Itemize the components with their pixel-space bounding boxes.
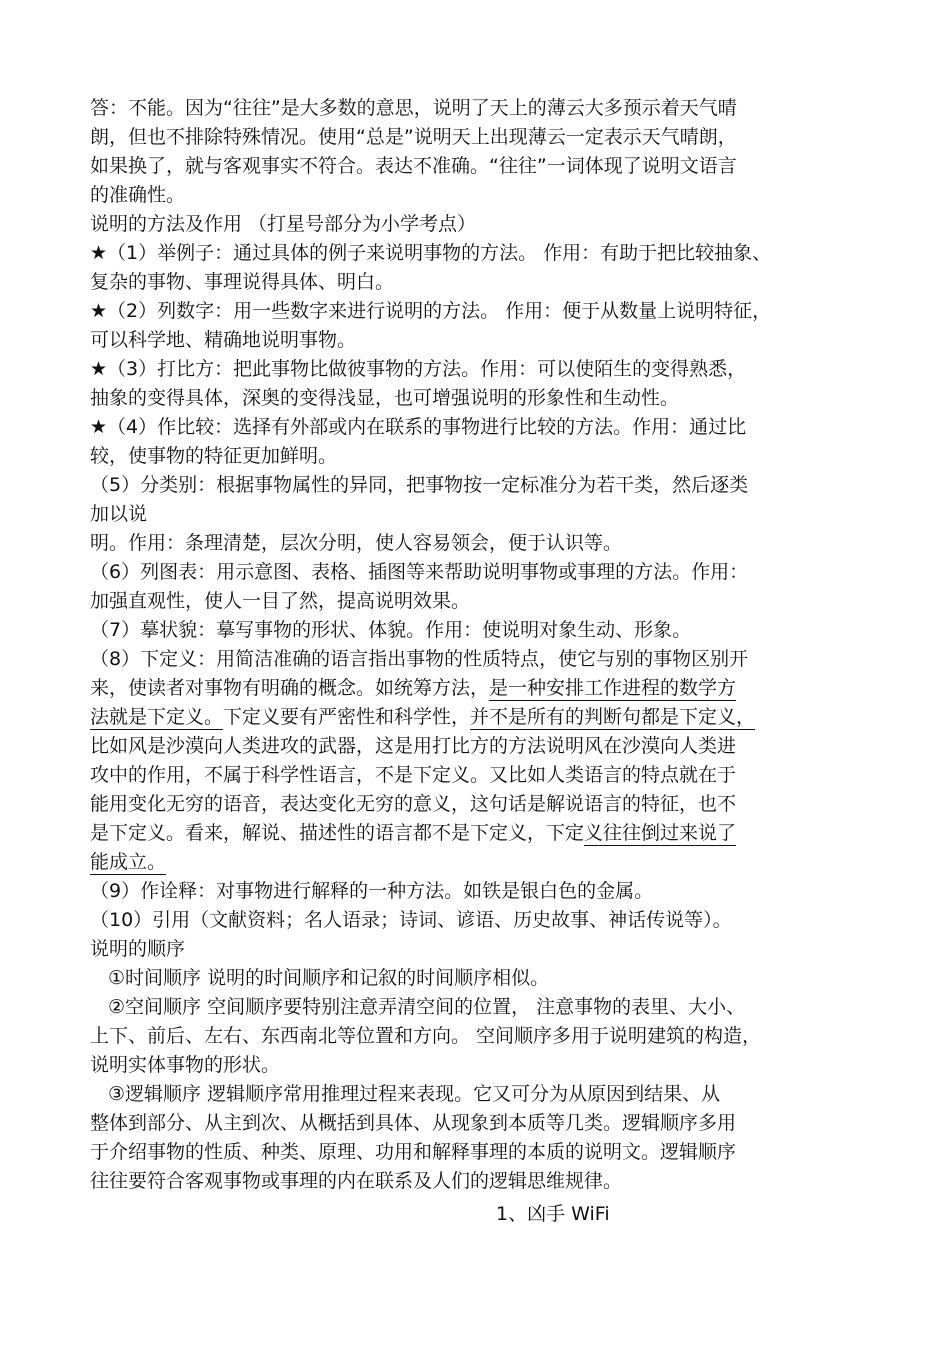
text-line: 整体到部分、从主到次、从概括到具体、从现象到本质等几类。逻辑顺序多用 <box>90 1112 737 1134</box>
section-heading: 说明的顺序 <box>90 938 186 960</box>
underlined-text: 并不是所有的判断句都是下定义， <box>470 706 756 728</box>
text-line: 加以说 <box>90 503 148 525</box>
underlined-text: 是一种安排工作进程的数学方 <box>489 677 737 699</box>
text-line: 答：不能。因为“往往”是大多数的意思，说明了天上的薄云大多预示着天气晴 <box>90 97 737 119</box>
text-line: 往往要符合客观事物或事理的内在联系及人们的逻辑思维规律。 <box>90 1170 623 1192</box>
page-footer: 1、凶手 WiFi <box>496 1203 610 1225</box>
text-line: 加强直观性，使人一目了然，提高说明效果。 <box>90 590 471 612</box>
text-line: ★（3）打比方：把此事物比做彼事物的方法。作用：可以使陌生的变得熟悉， <box>90 358 747 380</box>
text-line: ★（2）列数字：用一些数字来进行说明的方法。 作用：便于从数量上说明特征， <box>90 300 772 322</box>
document-body <box>90 94 860 1196</box>
text-line: 攻中的作用，不属于科学性语言，不是下定义。又比如人类语言的特点就在于 <box>90 764 737 786</box>
section-heading: 说明的方法及作用 （打星号部分为小学考点） <box>90 213 477 235</box>
text-line: ★（4）作比较：选择有外部或内在联系的事物进行比较的方法。作用：通过比 <box>90 416 747 438</box>
text-line <box>90 848 860 877</box>
text-line: 如果换了，就与客观事实不符合。表达不准确。“往往”一词体现了说明文语言 <box>90 155 737 177</box>
text-line: 法就是下定义。下定义要有严密性和科学性，并不是所有的判断句都是下定义， <box>90 706 756 728</box>
text-line: ①时间顺序 说明的时间顺序和记叙的时间顺序相似。 <box>108 967 550 989</box>
underlined-text: 能成立。 <box>90 851 167 873</box>
text-line: 比如风是沙漠向人类进攻的武器，这是用打比方的方法说明风在沙漠向人类进 <box>90 735 737 757</box>
text-line: 朗，但也不排除特殊情况。使用“总是”说明天上出现薄云一定表示天气晴朗， <box>90 126 737 148</box>
text-line: 可以科学地、精确地说明事物。 <box>90 329 357 351</box>
text-line: （6）列图表：用示意图、表格、插图等来帮助说明事物或事理的方法。作用： <box>90 561 749 583</box>
text-line: （7）摹状貌：摹写事物的形状、体貌。作用：使说明对象生动、形象。 <box>90 619 692 641</box>
text-line: 较，使事物的特征更加鲜明。 <box>90 445 338 467</box>
underlined-text: 义往往倒过来说了 <box>584 822 737 844</box>
text-line: 来，使读者对事物有明确的概念。如统筹方法，是一种安排工作进程的数学方 <box>90 677 737 699</box>
text-line: 复杂的事物、事理说得具体、明白。 <box>90 271 395 293</box>
text-line: 抽象的变得具体，深奥的变得浅显，也可增强说明的形象性和生动性。 <box>90 387 680 409</box>
text-line: 于介绍事物的性质、种类、原理、功用和解释事理的本质的说明文。逻辑顺序 <box>90 1141 737 1163</box>
text-line: 的准确性。 <box>90 184 186 206</box>
text-line: 上下、前后、左右、东西南北等位置和方向。 空间顺序多用于说明建筑的构造， <box>90 1025 762 1047</box>
text-line: ③逻辑顺序 逻辑顺序常用推理过程来表现。它又可分为从原因到结果、从 <box>108 1083 721 1105</box>
text-line: 说明实体事物的形状。 <box>90 1054 281 1076</box>
text-line: 明。作用：条理清楚，层次分明，使人容易领会，便于认识等。 <box>90 532 623 554</box>
text-line: ★（1）举例子：通过具体的例子来说明事物的方法。 作用：有助于把比较抽象、 <box>90 242 772 264</box>
text-line: （5）分类别：根据事物属性的异同，把事物按一定标准分为若干类，然后逐类 <box>90 474 749 496</box>
text-line: ②空间顺序 空间顺序要特别注意弄清空间的位置， 注意事物的表里、大小、 <box>108 996 746 1018</box>
text-line: （10）引用（文献资料；名人语录；诗词、谚语、历史故事、神话传说等）。 <box>90 909 732 931</box>
underlined-text: 法就是下定义。 <box>90 706 224 728</box>
text-line: （9）作诠释：对事物进行解释的一种方法。如铁是银白色的金属。 <box>90 880 654 902</box>
text-line: 能用变化无穷的语音，表达变化无穷的意义，这句话是解说语言的特征，也不 <box>90 793 737 815</box>
text-line: （8）下定义：用简洁准确的语言指出事物的性质特点，使它与别的事物区别开 <box>90 648 749 670</box>
text-line: 是下定义。看来，解说、描述性的语言都不是下定义，下定义往往倒过来说了 <box>90 822 737 844</box>
